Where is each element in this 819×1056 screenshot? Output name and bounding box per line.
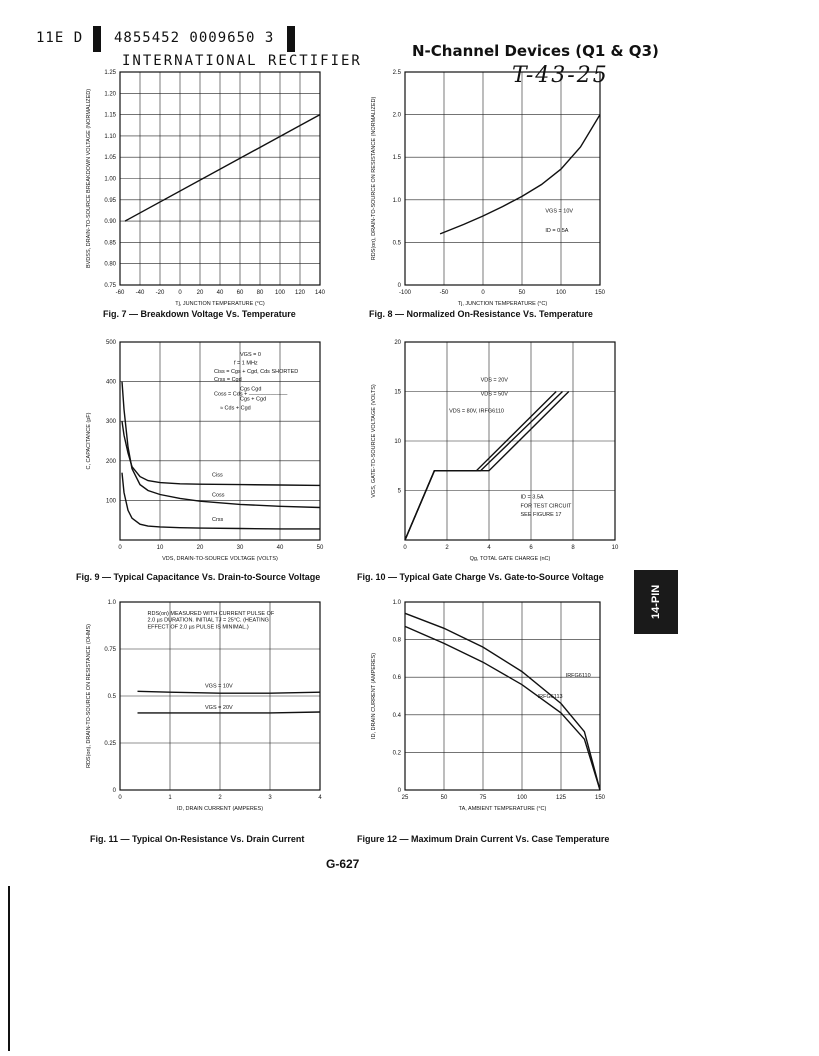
- y-tick-label: 0.4: [392, 712, 401, 719]
- series-line-irfg6113: [405, 626, 600, 790]
- annotation: Coss = Cds + ———————: [214, 391, 288, 398]
- x-tick-label: 60: [236, 290, 244, 296]
- annotation: IRFG6110: [565, 673, 591, 680]
- y-tick-label: 0.5: [392, 240, 401, 247]
- x-tick-label: 4: [318, 795, 322, 801]
- caption-fig8: Fig. 8 — Normalized On-Resistance Vs. Temperature: [369, 309, 593, 319]
- y-tick-label: 1.10: [104, 133, 116, 140]
- manufacturer-name: INTERNATIONAL RECTIFIER: [122, 53, 362, 69]
- y-tick-label: 1.0: [107, 600, 116, 606]
- x-tick-label: 20: [196, 545, 204, 551]
- y-tick-label: 1.0: [392, 197, 401, 204]
- chart-fig9: [70, 330, 340, 580]
- caption-fig11: Fig. 11 — Typical On-Resistance Vs. Drain Current: [90, 834, 305, 844]
- annotation: FOR TEST CIRCUIT: [520, 503, 572, 510]
- x-tick-label: 50: [316, 545, 324, 551]
- annotation: VDS = 50V: [480, 391, 508, 398]
- caption-fig7: Fig. 7 — Breakdown Voltage Vs. Temperature: [103, 309, 296, 319]
- x-tick-label: 100: [555, 290, 567, 296]
- x-tick-label: 2: [218, 795, 222, 801]
- y-tick-label: 0.2: [392, 750, 401, 757]
- header-bar-1: [93, 26, 101, 52]
- y-axis-label: VGS, GATE-TO-SOURCE VOLTAGE (VOLTS): [371, 384, 377, 498]
- series-line-0: [440, 115, 600, 234]
- annotation: ID = 3.5A: [520, 494, 544, 501]
- x-axis-label: Tj, JUNCTION TEMPERATURE (°C): [457, 301, 548, 307]
- annotation: Ciss = Cgs + Cgd, Cds SHORTED: [214, 368, 299, 375]
- annotation: IRFG6113: [537, 693, 563, 700]
- y-tick-label: 1.5: [392, 155, 401, 162]
- x-tick-label: 2: [445, 545, 449, 551]
- series-line-vgs-20v: [138, 712, 321, 713]
- x-tick-label: 3: [268, 795, 272, 801]
- x-axis-label: ID, DRAIN CURRENT (AMPERES): [176, 806, 264, 812]
- x-tick-label: 125: [555, 795, 567, 801]
- annotation: EFFECT OF 2.0 µs PULSE IS MINIMAL.): [147, 624, 249, 631]
- annotation: VDS = 80V, IRFG6110: [449, 408, 504, 415]
- y-tick-label: 0.85: [104, 240, 116, 247]
- x-tick-label: 6: [529, 545, 533, 551]
- y-axis-label: RDS(on), DRAIN-TO-SOURCE ON RESISTANCE (NORMALIZED): [371, 96, 377, 261]
- y-tick-label: 20: [394, 340, 401, 346]
- y-tick-label: 100: [105, 498, 116, 505]
- x-tick-label: 40: [216, 290, 224, 296]
- margin-bar: [8, 886, 10, 1051]
- y-tick-label: 0.75: [104, 647, 116, 653]
- annotation: VGS = 0: [240, 351, 261, 358]
- x-axis-label: TA, AMBIENT TEMPERATURE (°C): [458, 806, 547, 812]
- y-axis-label: RDS(on), DRAIN-TO-SOURCE ON RESISTANCE (OHMS): [86, 623, 92, 769]
- x-tick-label: -20: [155, 290, 165, 296]
- series-line-0: [125, 115, 320, 222]
- x-tick-label: 0: [178, 290, 182, 296]
- x-tick-label: 10: [611, 545, 619, 551]
- annotation: VGS = 10V: [205, 683, 233, 690]
- x-tick-label: 0: [118, 795, 122, 801]
- x-tick-label: 30: [236, 545, 244, 551]
- x-tick-label: 100: [274, 290, 286, 296]
- annotation: Crss = Cgd: [214, 376, 242, 383]
- side-tab: 14-PIN: [634, 570, 678, 634]
- y-tick-label: 2.0: [392, 112, 401, 119]
- annotation: Ciss: [212, 472, 223, 479]
- annotation: SEE FIGURE 17: [520, 512, 562, 519]
- y-tick-label: 0.90: [104, 219, 116, 226]
- y-tick-label: 0.8: [392, 637, 401, 644]
- y-tick-label: 1.25: [104, 70, 116, 76]
- y-tick-label: 0: [397, 788, 401, 794]
- y-tick-label: 500: [105, 340, 116, 346]
- x-tick-label: 20: [196, 290, 204, 296]
- page-number: G-627: [326, 857, 360, 871]
- x-tick-label: 50: [518, 290, 526, 296]
- series-line-coss: [122, 382, 320, 508]
- annotation: Coss: [212, 492, 225, 499]
- handwritten-note: T-43-25: [512, 63, 609, 88]
- x-tick-label: 120: [294, 290, 306, 296]
- annotation: VDS = 20V: [480, 377, 508, 384]
- y-axis-label: BVDSS, DRAIN-TO-SOURCE BREAKDOWN VOLTAGE (NORMALIZED): [86, 88, 92, 269]
- y-tick-label: 200: [105, 458, 116, 465]
- y-axis-label: ID, DRAIN CURRENT (AMPERES): [371, 652, 377, 740]
- x-tick-label: 0: [481, 290, 485, 296]
- chart-fig10: [355, 330, 635, 580]
- annotation: RDS(on) MEASURED WITH CURRENT PULSE OF: [147, 611, 275, 618]
- y-tick-label: 0.75: [104, 283, 116, 289]
- y-tick-label: 1.00: [104, 176, 116, 183]
- x-axis-label: Qg, TOTAL GATE CHARGE (nC): [469, 556, 551, 562]
- y-tick-label: 15: [394, 389, 401, 396]
- y-tick-label: 2.5: [392, 70, 401, 76]
- x-tick-label: 1: [168, 795, 172, 801]
- x-tick-label: 80: [256, 290, 264, 296]
- x-tick-label: 0: [118, 545, 122, 551]
- y-tick-label: 0.6: [392, 675, 401, 682]
- y-tick-label: 10: [394, 439, 401, 445]
- y-tick-label: 0.95: [104, 197, 116, 204]
- header-code-mid: 4855452 0009650 3: [114, 30, 275, 46]
- chart-fig7: [70, 60, 340, 325]
- x-tick-label: 8: [571, 545, 575, 551]
- x-tick-label: -60: [115, 290, 125, 296]
- x-tick-label: -40: [135, 290, 145, 296]
- y-tick-label: 1.05: [104, 155, 116, 162]
- annotation: VGS = 10V: [545, 208, 574, 215]
- caption-fig10: Fig. 10 — Typical Gate Charge Vs. Gate-to-Source Voltage: [357, 572, 604, 582]
- y-tick-label: 1.15: [104, 112, 116, 119]
- chart-fig12: [355, 590, 620, 830]
- x-tick-label: 50: [440, 795, 448, 801]
- x-tick-label: 0: [403, 545, 407, 551]
- x-tick-label: -50: [439, 290, 449, 296]
- chart-fig11: [70, 590, 340, 830]
- chart-fig8: [355, 60, 620, 325]
- annotation: Cgs + Cgd: [240, 396, 267, 403]
- y-tick-label: 1.20: [104, 91, 116, 98]
- x-axis-label: VDS, DRAIN-TO-SOURCE VOLTAGE (VOLTS): [162, 556, 278, 562]
- x-tick-label: 10: [156, 545, 164, 551]
- plot-frame: [405, 602, 600, 790]
- y-tick-label: 300: [105, 419, 116, 426]
- header-code-left: 11E D: [36, 30, 84, 46]
- series-line-vgs-10v: [138, 691, 321, 693]
- x-tick-label: 100: [516, 795, 528, 801]
- x-tick-label: 150: [594, 795, 606, 801]
- x-tick-label: 140: [314, 290, 326, 296]
- x-axis-label: Tj, JUNCTION TEMPERATURE (°C): [175, 301, 265, 307]
- y-tick-label: 0: [397, 283, 401, 289]
- caption-fig9: Fig. 9 — Typical Capacitance Vs. Drain-to-Source Voltage: [76, 572, 321, 582]
- y-tick-label: 0.80: [104, 261, 116, 268]
- y-tick-label: 0.25: [104, 741, 116, 747]
- x-tick-label: 4: [487, 545, 491, 551]
- plot-frame: [405, 72, 600, 285]
- x-tick-label: -100: [398, 290, 412, 296]
- section-title: N-Channel Devices (Q1 & Q3): [412, 42, 659, 60]
- y-tick-label: 5: [397, 488, 401, 495]
- y-tick-label: 400: [105, 379, 116, 386]
- annotation: 2.0 µs DURATION. INITIAL TJ = 25°C. (HEATING: [147, 617, 269, 624]
- header-bar-2: [287, 26, 295, 52]
- annotation: f = 1 MHz: [234, 360, 258, 367]
- y-tick-label: 0.5: [107, 694, 116, 700]
- y-axis-label: C, CAPACITANCE (pF): [86, 412, 92, 470]
- annotation: Crss: [212, 516, 224, 523]
- x-tick-label: 150: [594, 290, 606, 296]
- annotation: Cgs Cgd: [240, 386, 262, 393]
- y-tick-label: 0: [112, 788, 116, 794]
- y-tick-label: 1.0: [392, 600, 401, 606]
- annotation: ≈ Cds + Cgd: [220, 405, 251, 412]
- annotation: ID = 0.5A: [545, 228, 569, 235]
- x-tick-label: 40: [276, 545, 284, 551]
- caption-fig12: Figure 12 — Maximum Drain Current Vs. Case Temperature: [357, 834, 610, 844]
- annotation: VGS = 20V: [205, 705, 233, 712]
- x-tick-label: 75: [479, 795, 487, 801]
- x-tick-label: 25: [401, 795, 409, 801]
